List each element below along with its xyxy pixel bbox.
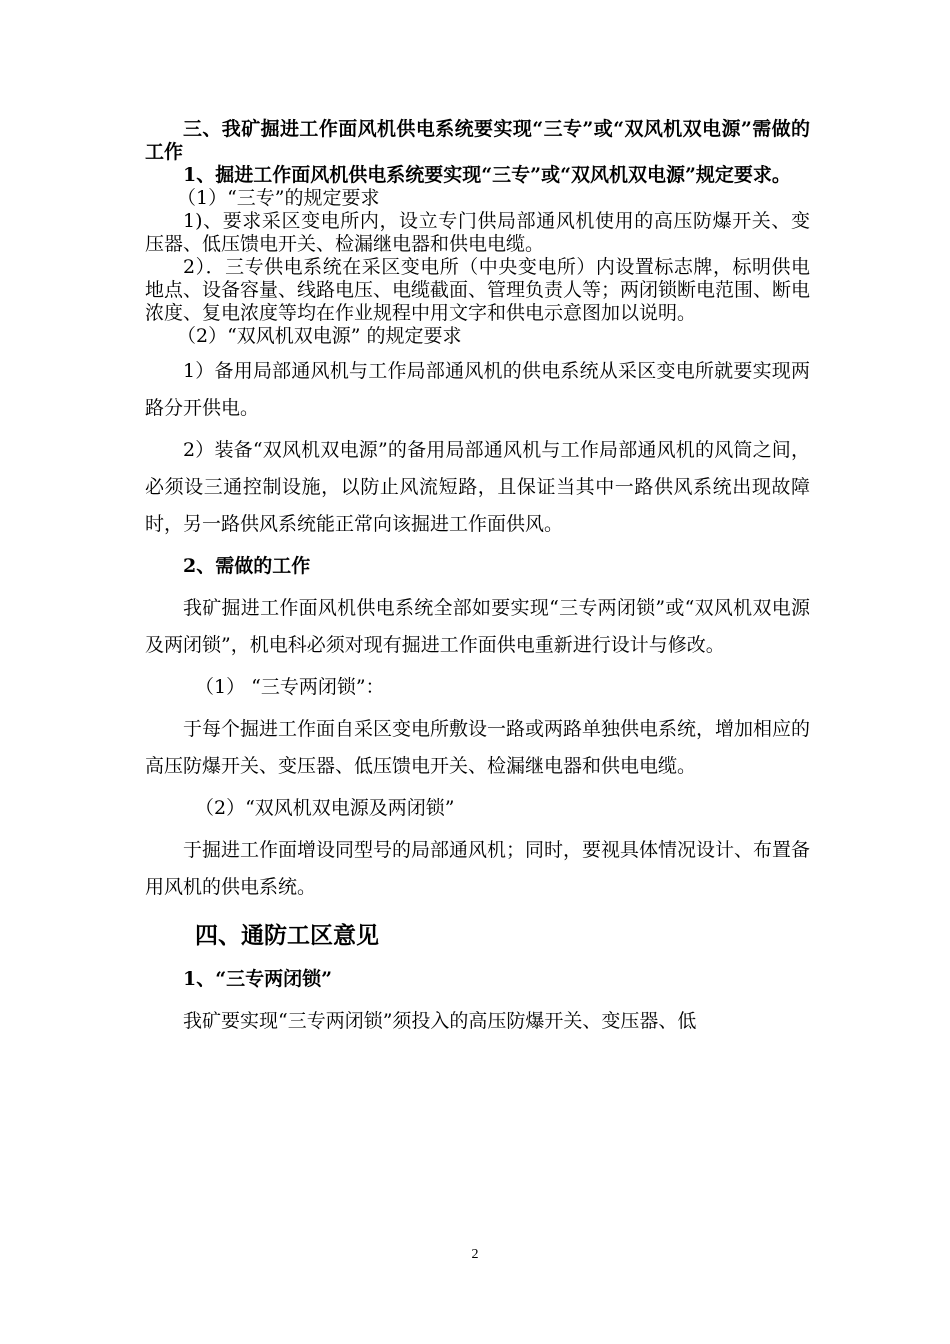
shuang-item-2: 2）装备“双风机双电源”的备用局部通风机与工作局部通风机的风筒之间，必须设三通控制设施，以防止风流短路，且保证当其中一路供风系统出现故障时，另一路供风系统能正常向该掘进工作面供风。 [145,439,810,535]
sanzhuan-item-2: 2）．三专供电系统在采区变电所（中央变电所）内设置标志牌，标明供电地点、设备容量、线路电压、电缆截面、管理负责人等；两闭锁断电范围、断电浓度、复电浓度等均在作业规程中用文字和供电示意图加以说明。 [145,256,811,324]
section3-title: 三、我矿掘进工作面风机供电系统要实现“三专”或“双风机双电源”需做的工作 [145,118,810,163]
sanzhuan-item-1: 1)、要求采区变电所内，设立专门供局部通风机使用的高压防爆开关、变压器、低压馈电开关、检漏继电器和供电电缆。 [145,210,810,255]
section4-item1-heading: 1、“三专两闭锁” [183,968,333,990]
work-heading: 2、需做的工作 [183,555,311,577]
work-item-1-title: （1） “三专两闭锁”： [195,676,385,698]
shuang-heading: （2）“双风机双电源” 的规定要求 [177,325,462,347]
work-item-2-title: （2）“双风机双电源及两闭锁” [195,797,455,819]
work-intro: 我矿掘进工作面风机供电系统全部如要实现“三专两闭锁”或“双风机双电源及两闭锁”，机电科必须对现有掘进工作面供电重新进行设计与修改。 [145,597,810,656]
work-item-2-body: 于掘进工作面增设同型号的局部通风机；同时，要视具体情况设计、布置备用风机的供电系统。 [145,839,811,898]
shuang-item-1: 1）备用局部通风机与工作局部通风机的供电系统从采区变电所就要实现两路分开供电。 [145,360,810,419]
section4-item1-body: 我矿要实现“三专两闭锁”须投入的高压防爆开关、变压器、低 [183,1010,697,1032]
page-number: 2 [471,1247,479,1262]
section4-title: 四、通防工区意见 [195,922,379,949]
document-page [145,118,810,1040]
requirements-heading: 1、掘进工作面风机供电系统要实现“三专”或“双风机双电源”规定要求。 [183,164,791,186]
work-item-1-body: 于每个掘进工作面自采区变电所敷设一路或两路单独供电系统，增加相应的高压防爆开关、变压器、低压馈电开关、检漏继电器和供电电缆。 [145,718,811,777]
sanzhuan-heading: （1）“三专”的规定要求 [177,187,380,209]
